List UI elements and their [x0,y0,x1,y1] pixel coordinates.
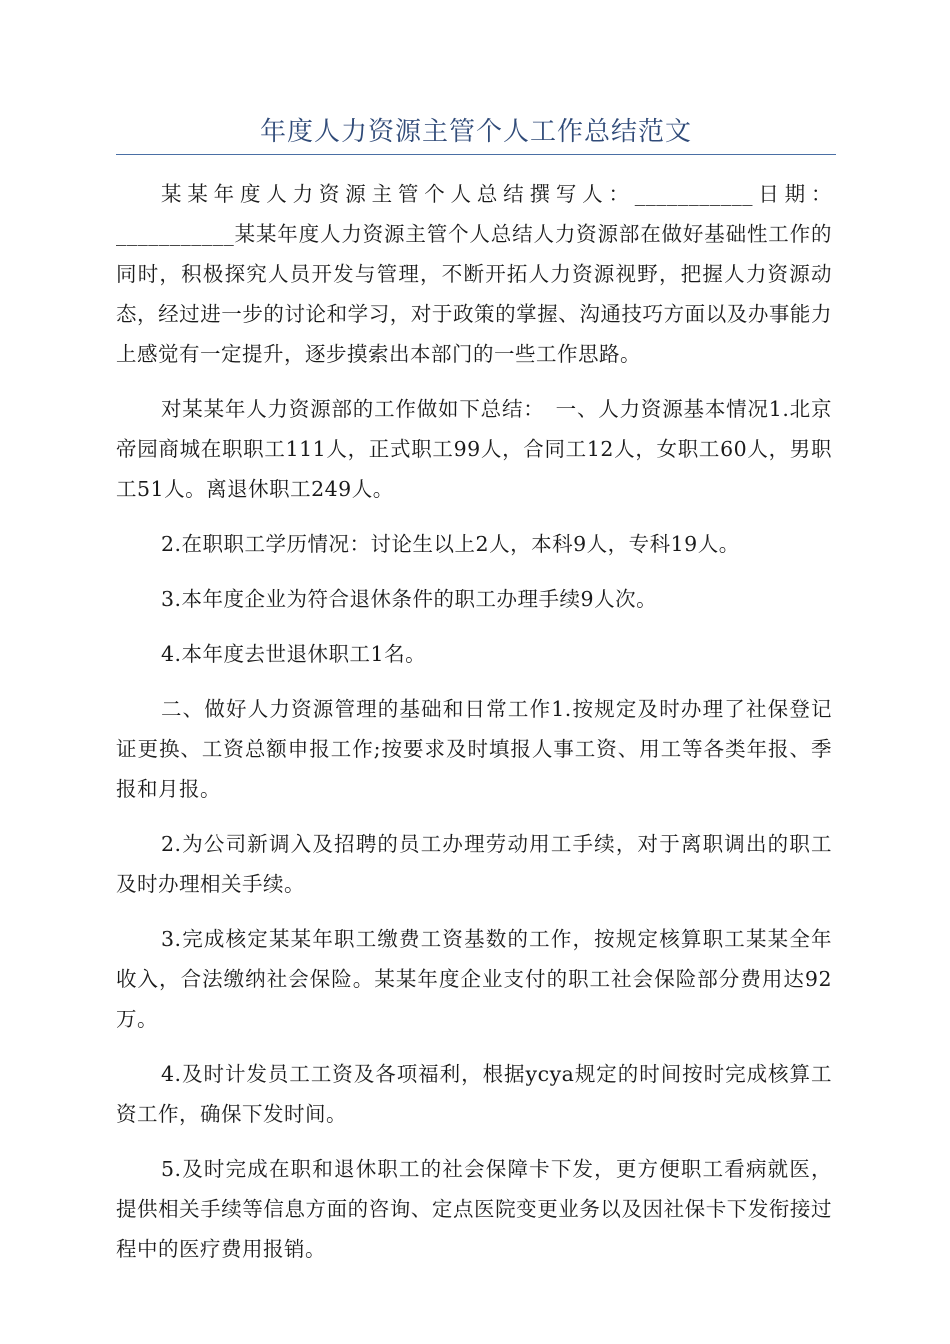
paragraph-intro: 某某年度人力资源主管个人总结撰写人：___________日期：___________某某年度人力资源主管个人总结人力资源部在做好基础性工作的同时，积极探究人员开发与管理，不断开拓人力资源视野，把握人力资源动态，经过进一步的讨论和学习，对于政策的掌握、沟通技巧方面以及办事能力上感觉有一定提升，逐步摸索出本部门的一些工作思路。 [116,182,832,366]
paragraph-education: 2.在职职工学历情况：讨论生以上2人，本科9人，专科19人。 [161,532,740,556]
paragraph-payroll: 4.及时计发员工工资及各项福利，根据ycya规定的时间按时完成核算工资工作，确保下发时间。 [116,1062,832,1126]
paragraph-deceased-retirees: 4.本年度去世退休职工1名。 [161,642,427,666]
paragraph-social-security-card: 5.及时完成在职和退休职工的社会保障卡下发，更方便职工看病就医，提供相关手续等信息方面的咨询、定点医院变更业务以及因社保卡下发衔接过程中的医疗费用报销。 [116,1157,832,1261]
paragraph-wage-base: 3.完成核定某某年职工缴费工资基数的工作，按规定核算职工某某全年收入，合法缴纳社会保险。某某年度企业支付的职工社会保险部分费用达92万。 [116,927,832,1031]
paragraph-retirement-procedures: 3.本年度企业为符合退休条件的职工办理手续9人次。 [161,587,658,611]
title-underline [116,154,836,155]
document-title: 年度人力资源主管个人工作总结范文 [259,117,692,147]
paragraph-daily-work: 二、做好人力资源管理的基础和日常工作1.按规定及时办理了社保登记证更换、工资总额申报工作;按要求及时填报人事工资、用工等各类年报、季报和月报。 [116,697,832,801]
paragraph-basic-situation: 对某某年人力资源部的工作做如下总结： 一、人力资源基本情况1.北京帝园商城在职职工111人，正式职工99人，合同工12人，女职工60人，男职工51人。离退休职工249人。 [116,397,832,501]
paragraph-labor-procedures: 2.为公司新调入及招聘的员工办理劳动用工手续，对于离职调出的职工及时办理相关手续。 [116,832,832,896]
document-body [116,174,832,1284]
